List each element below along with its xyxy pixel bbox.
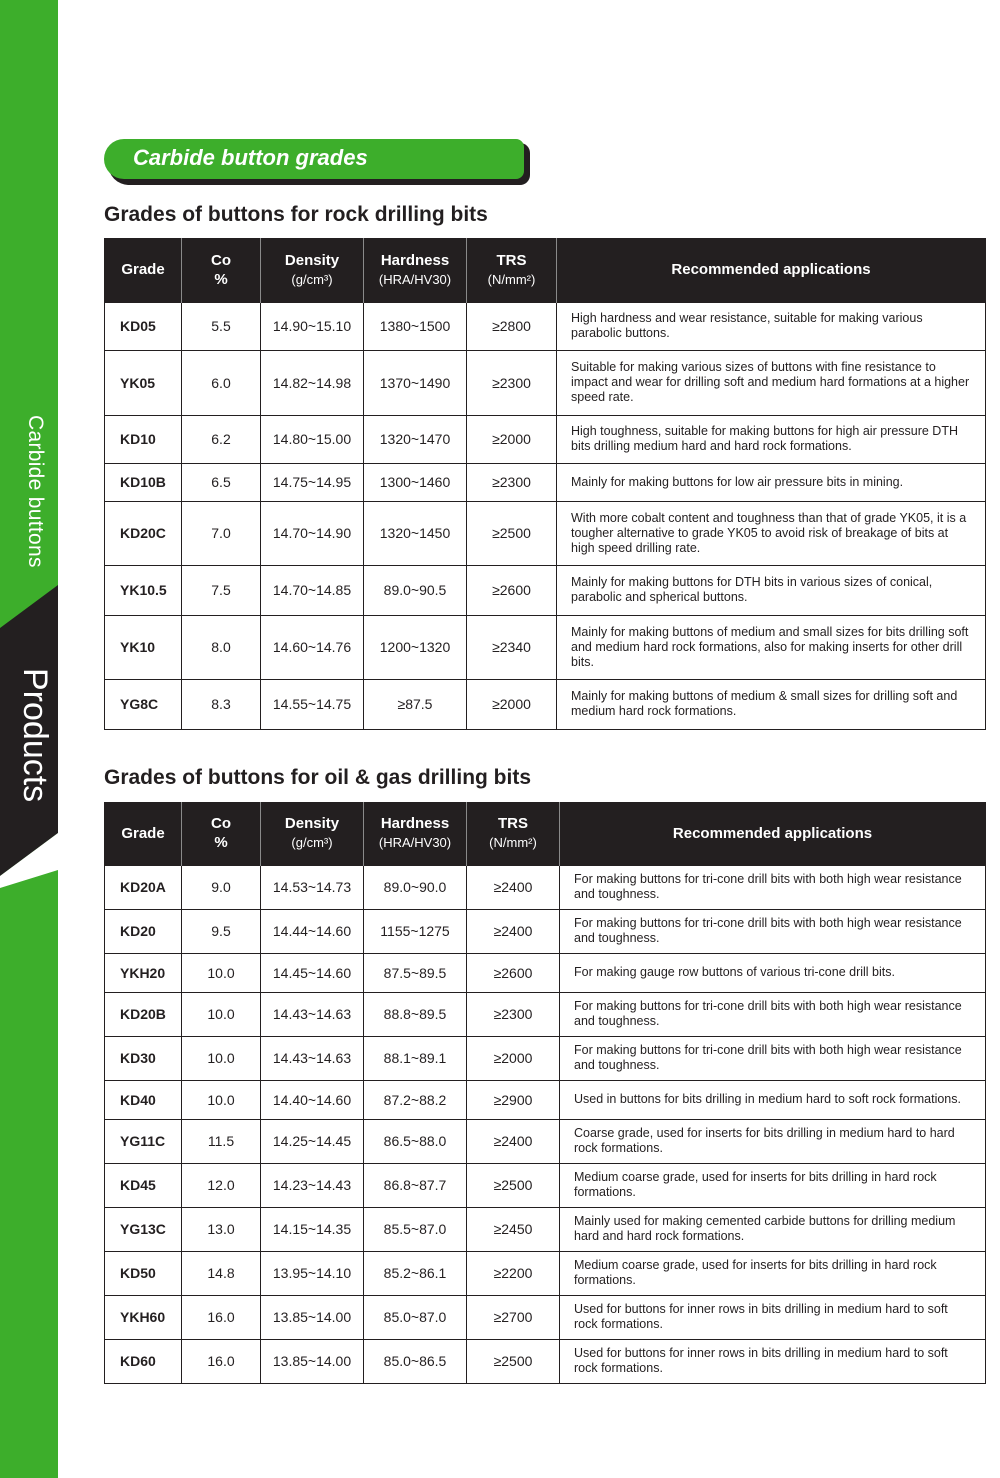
cell-density: 14.70~14.85 [261,565,364,615]
cell-density: 14.43~14.63 [261,1036,364,1080]
cell-co: 6.5 [182,463,261,501]
cell-hardness: 1300~1460 [364,463,467,501]
cell-density: 13.85~14.00 [261,1295,364,1339]
cell-density: 14.45~14.60 [261,953,364,992]
col-density: Density (g/cm³) [261,802,364,865]
cell-grade: YK05 [105,350,182,415]
table-row [105,463,986,501]
cell-trs: ≥2300 [467,463,557,501]
cell-grade: KD30 [105,1036,182,1080]
col-density: Density (g/cm³) [261,238,364,302]
table-header-row [105,802,986,865]
cell-grade: KD05 [105,302,182,350]
cell-grade: KD10 [105,415,182,463]
cell-grade: YG13C [105,1207,182,1251]
cell-grade: YG8C [105,679,182,729]
table-row [105,1295,986,1339]
table-row [105,415,986,463]
cell-density: 14.43~14.63 [261,992,364,1036]
table-row [105,501,986,565]
cell-application: Used for buttons for inner rows in bits drilling in medium hard to soft rock formations. [560,1295,986,1339]
cell-grade: YK10.5 [105,565,182,615]
cell-grade: YKH20 [105,953,182,992]
cell-co: 16.0 [182,1339,261,1383]
cell-co: 7.0 [182,501,261,565]
cell-application: For making buttons for tri-cone drill bits with both high wear resistance and toughness. [560,909,986,953]
cell-application: High hardness and wear resistance, suitable for making various parabolic buttons. [557,302,986,350]
cell-trs: ≥2900 [467,1080,560,1119]
cell-application: Medium coarse grade, used for inserts for bits drilling in hard rock formations. [560,1163,986,1207]
cell-grade: KD50 [105,1251,182,1295]
cell-trs: ≥2200 [467,1251,560,1295]
cell-hardness: 1380~1500 [364,302,467,350]
cell-hardness: 1320~1450 [364,501,467,565]
cell-density: 14.70~14.90 [261,501,364,565]
cell-co: 10.0 [182,953,261,992]
cell-trs: ≥2500 [467,501,557,565]
cell-application: For making buttons for tri-cone drill bits with both high wear resistance and toughness. [560,992,986,1036]
table-row [105,1251,986,1295]
cell-hardness: 87.5~89.5 [364,953,467,992]
cell-trs: ≥2600 [467,953,560,992]
cell-trs: ≥2450 [467,1207,560,1251]
table-row [105,679,986,729]
cell-grade: YG11C [105,1119,182,1163]
cell-hardness: 85.0~87.0 [364,1295,467,1339]
col-hardness: Hardness (HRA/HV30) [364,238,467,302]
cell-hardness: 86.8~87.7 [364,1163,467,1207]
cell-grade: KD40 [105,1080,182,1119]
cell-trs: ≥2500 [467,1339,560,1383]
cell-grade: KD45 [105,1163,182,1207]
cell-co: 8.3 [182,679,261,729]
cell-density: 14.90~15.10 [261,302,364,350]
sidebar-products-label: Products [16,668,54,803]
table-row [105,1207,986,1251]
cell-density: 14.80~15.00 [261,415,364,463]
cell-hardness: 85.5~87.0 [364,1207,467,1251]
cell-density: 14.44~14.60 [261,909,364,953]
cell-density: 14.55~14.75 [261,679,364,729]
cell-hardness: 1370~1490 [364,350,467,415]
cell-co: 8.0 [182,615,261,679]
cell-trs: ≥2400 [467,909,560,953]
oil-gas-title: Grades of buttons for oil & gas drilling bits [104,766,532,789]
cell-co: 7.5 [182,565,261,615]
cell-application: Used for buttons for inner rows in bits drilling in medium hard to soft rock formations. [560,1339,986,1383]
col-co: Co % [182,802,261,865]
page-title: Carbide button grades [133,145,368,170]
table-row [105,1339,986,1383]
table-row [105,909,986,953]
col-co: Co % [182,238,261,302]
cell-co: 5.5 [182,302,261,350]
cell-density: 14.40~14.60 [261,1080,364,1119]
cell-co: 16.0 [182,1295,261,1339]
table-header-row [105,238,986,302]
table-row [105,865,986,909]
table-row [105,615,986,679]
cell-hardness: 85.0~86.5 [364,1339,467,1383]
cell-co: 14.8 [182,1251,261,1295]
cell-co: 12.0 [182,1163,261,1207]
cell-grade: KD20A [105,865,182,909]
cell-grade: KD10B [105,463,182,501]
table-row [105,1080,986,1119]
sidebar [0,0,58,1478]
cell-application: With more cobalt content and toughness than that of grade YK05, it is a tougher alternative to grade YK05 to avoid risk of breakage of bits at high speed drilling rate. [557,501,986,565]
cell-application: Mainly for making buttons for low air pressure bits in mining. [557,463,986,501]
cell-co: 13.0 [182,1207,261,1251]
cell-grade: KD20B [105,992,182,1036]
table-row [105,302,986,350]
sidebar-section-label: Carbide buttons [24,415,47,568]
cell-grade: YK10 [105,615,182,679]
cell-hardness: 1320~1470 [364,415,467,463]
col-grade: Grade [105,238,182,302]
cell-trs: ≥2300 [467,992,560,1036]
table-row [105,992,986,1036]
cell-trs: ≥2400 [467,865,560,909]
cell-trs: ≥2700 [467,1295,560,1339]
cell-density: 14.15~14.35 [261,1207,364,1251]
cell-hardness: 89.0~90.0 [364,865,467,909]
cell-trs: ≥2000 [467,679,557,729]
cell-density: 14.75~14.95 [261,463,364,501]
cell-co: 11.5 [182,1119,261,1163]
col-hardness: Hardness (HRA/HV30) [364,802,467,865]
cell-trs: ≥2600 [467,565,557,615]
cell-co: 9.5 [182,909,261,953]
table-row [105,953,986,992]
col-grade: Grade [105,802,182,865]
rock-drilling-table [104,238,986,730]
oil-gas-table [104,802,986,1384]
table-row [105,1119,986,1163]
cell-application: For making buttons for tri-cone drill bits with both high wear resistance and toughness. [560,1036,986,1080]
cell-co: 10.0 [182,1036,261,1080]
cell-application: Mainly for making buttons for DTH bits in various sizes of conical, parabolic and spherical buttons. [557,565,986,615]
cell-density: 13.95~14.10 [261,1251,364,1295]
cell-density: 14.60~14.76 [261,615,364,679]
cell-density: 14.23~14.43 [261,1163,364,1207]
cell-trs: ≥2500 [467,1163,560,1207]
cell-co: 6.2 [182,415,261,463]
col-trs: TRS (N/mm²) [467,802,560,865]
cell-trs: ≥2400 [467,1119,560,1163]
cell-hardness: ≥87.5 [364,679,467,729]
cell-hardness: 85.2~86.1 [364,1251,467,1295]
cell-trs: ≥2000 [467,415,557,463]
cell-application: High toughness, suitable for making buttons for high air pressure DTH bits drilling medium hard and hard rock formations. [557,415,986,463]
col-trs: TRS (N/mm²) [467,238,557,302]
cell-application: Mainly used for making cemented carbide buttons for drilling medium hard and hard rock formations. [560,1207,986,1251]
cell-trs: ≥2000 [467,1036,560,1080]
cell-co: 10.0 [182,992,261,1036]
table-row [105,1036,986,1080]
col-applications: Recommended applications [557,238,986,302]
cell-application: Coarse grade, used for inserts for bits drilling in medium hard to hard rock formations. [560,1119,986,1163]
cell-density: 14.53~14.73 [261,865,364,909]
cell-co: 9.0 [182,865,261,909]
table-row [105,565,986,615]
cell-hardness: 1200~1320 [364,615,467,679]
cell-grade: KD60 [105,1339,182,1383]
cell-application: Mainly for making buttons of medium & small sizes for drilling soft and medium hard rock formations. [557,679,986,729]
cell-trs: ≥2340 [467,615,557,679]
cell-trs: ≥2300 [467,350,557,415]
cell-grade: YKH60 [105,1295,182,1339]
col-applications: Recommended applications [560,802,986,865]
cell-trs: ≥2800 [467,302,557,350]
cell-hardness: 89.0~90.5 [364,565,467,615]
cell-application: For making buttons for tri-cone drill bits with both high wear resistance and toughness. [560,865,986,909]
cell-density: 14.25~14.45 [261,1119,364,1163]
cell-application: Suitable for making various sizes of buttons with fine resistance to impact and wear for drilling soft and medium hard formations at a higher speed rate. [557,350,986,415]
cell-co: 6.0 [182,350,261,415]
cell-application: For making gauge row buttons of various tri-cone drill bits. [560,953,986,992]
cell-application: Used in buttons for bits drilling in medium hard to soft rock formations. [560,1080,986,1119]
cell-hardness: 86.5~88.0 [364,1119,467,1163]
cell-density: 14.82~14.98 [261,350,364,415]
cell-hardness: 88.1~89.1 [364,1036,467,1080]
cell-density: 13.85~14.00 [261,1339,364,1383]
cell-application: Medium coarse grade, used for inserts for bits drilling in hard rock formations. [560,1251,986,1295]
cell-application: Mainly for making buttons of medium and small sizes for bits drilling soft and medium hard rock formations, also for making inserts for other drill bits. [557,615,986,679]
cell-hardness: 1155~1275 [364,909,467,953]
cell-grade: KD20C [105,501,182,565]
cell-grade: KD20 [105,909,182,953]
table-row [105,1163,986,1207]
cell-hardness: 87.2~88.2 [364,1080,467,1119]
cell-co: 10.0 [182,1080,261,1119]
cell-hardness: 88.8~89.5 [364,992,467,1036]
rock-drilling-title: Grades of buttons for rock drilling bits [104,203,488,226]
table-row [105,350,986,415]
